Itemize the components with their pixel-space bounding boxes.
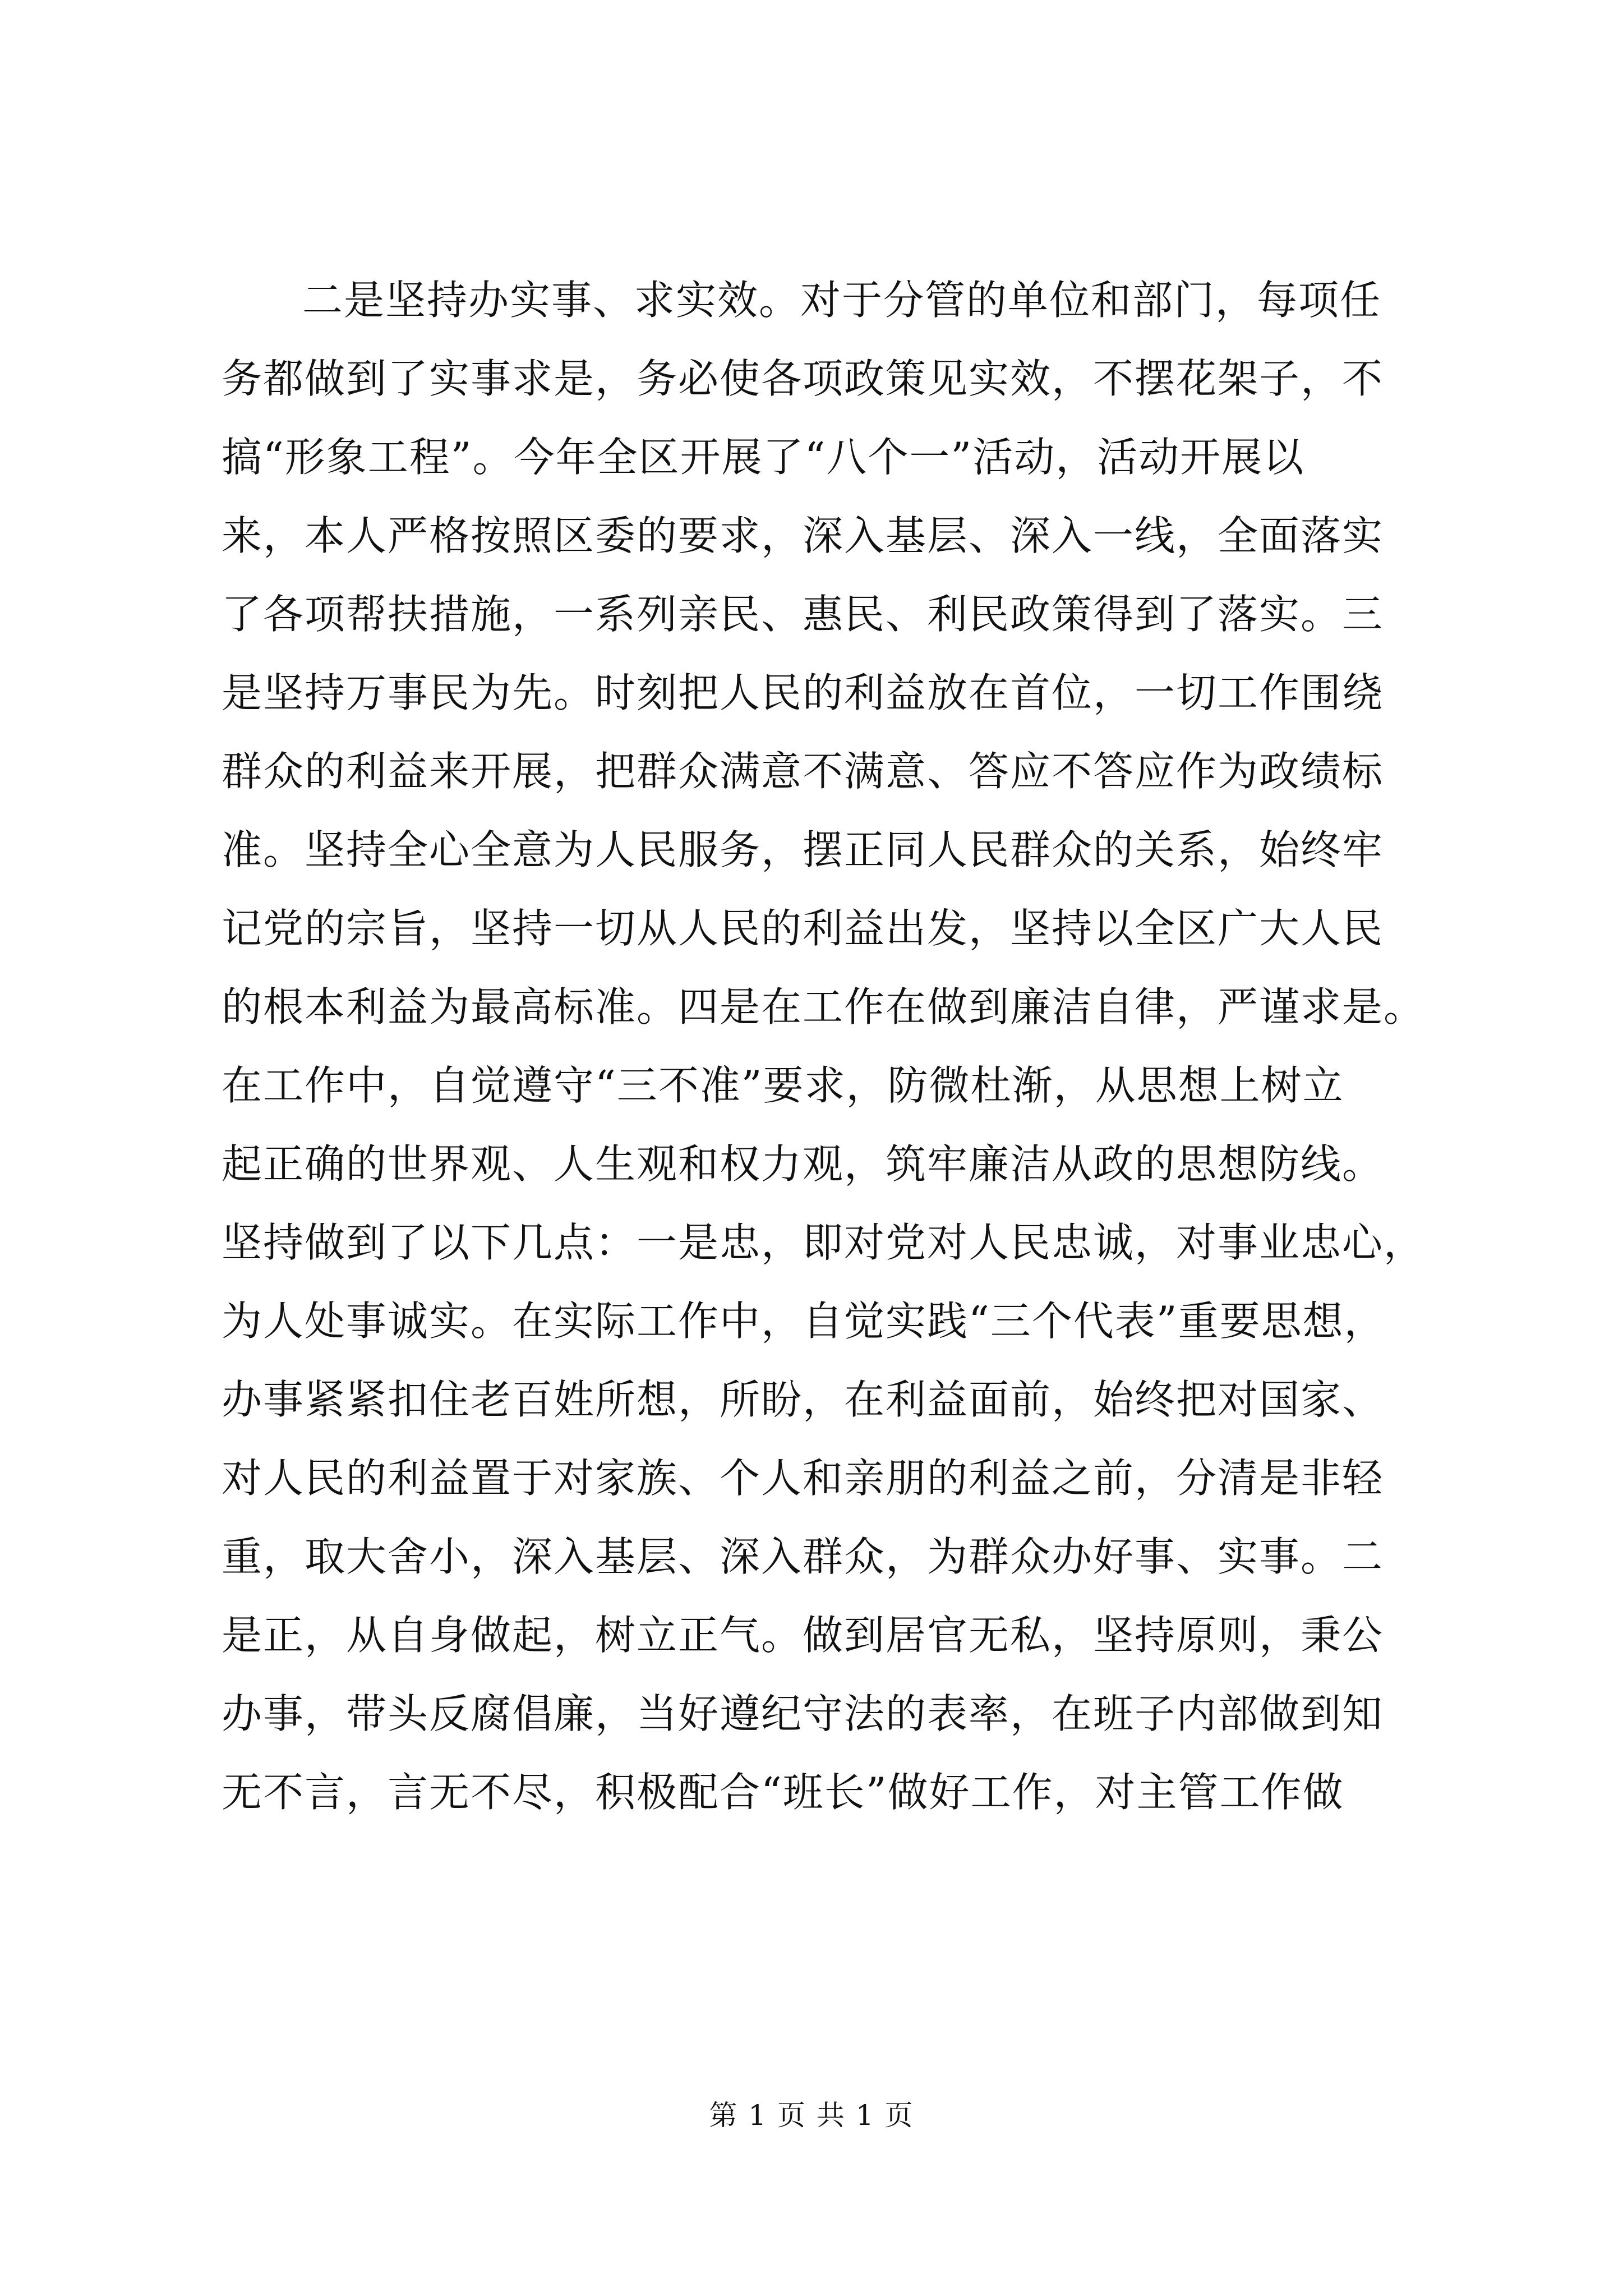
text-line-4: 来，本人严格按照区委的要求，深入基层、深入一线，全面落实 xyxy=(222,512,1384,559)
text-line-14: 为人处事诚实。在实际工作中，自觉实践“三个代表”重要思想， xyxy=(222,1297,1386,1345)
text-line-12: 起正确的世界观、人生观和权力观，筑牢廉洁从政的思想防线。 xyxy=(222,1140,1384,1188)
text-line-15: 办事紧紧扣住老百姓所想，所盼，在利益面前，始终把对国家、 xyxy=(222,1376,1384,1423)
text-line-2: 务都做到了实事求是，务必使各项政策见实效，不摆花架子，不 xyxy=(222,355,1384,402)
text-line-13: 坚持做到了以下几点：一是忠，即对党对人民忠诚，对事业忠心， xyxy=(222,1219,1426,1266)
text-line-17: 重，取大舍小，深入基层、深入群众，为群众办好事、实事。二 xyxy=(222,1533,1384,1580)
text-line-19: 办事，带头反腐倡廉，当好遵纪守法的表率，在班子内部做到知 xyxy=(222,1690,1384,1737)
body-paragraph xyxy=(222,261,1426,1832)
text-line-20: 无不言，言无不尽，积极配合“班长”做好工作，对主管工作做 xyxy=(222,1769,1344,1816)
text-line-18: 是正，从自身做起，树立正气。做到居官无私，坚持原则，秉公 xyxy=(222,1612,1384,1659)
text-line-8: 准。坚持全心全意为人民服务，摆正同人民群众的关系，始终牢 xyxy=(222,826,1384,873)
text-line-9: 记党的宗旨，坚持一切从人民的利益出发，坚持以全区广大人民 xyxy=(222,905,1384,952)
text-line-5: 了各项帮扶措施，一系列亲民、惠民、利民政策得到了落实。三 xyxy=(222,591,1384,638)
text-line-6: 是坚持万事民为先。时刻把人民的利益放在首位，一切工作围绕 xyxy=(222,669,1384,716)
text-line-11: 在工作中，自觉遵守“三不准”要求，防微杜渐，从思想上树立 xyxy=(222,1062,1344,1109)
page-footer: 第 1 页 共 1 页 xyxy=(709,2099,914,2132)
text-line-10: 的根本利益为最高标准。四是在工作在做到廉洁自律，严谨求是。 xyxy=(222,983,1426,1030)
text-line-7: 群众的利益来开展，把群众满意不满意、答应不答应作为政绩标 xyxy=(222,748,1384,795)
text-line-3: 搞“形象工程”。今年全区开展了“八个一”活动，活动开展以 xyxy=(222,434,1305,481)
text-line-1: 二是坚持办实事、求实效。对于分管的单位和部门，每项任 xyxy=(302,277,1382,324)
text-line-16: 对人民的利益置于对家族、个人和亲朋的利益之前，分清是非轻 xyxy=(222,1455,1384,1502)
